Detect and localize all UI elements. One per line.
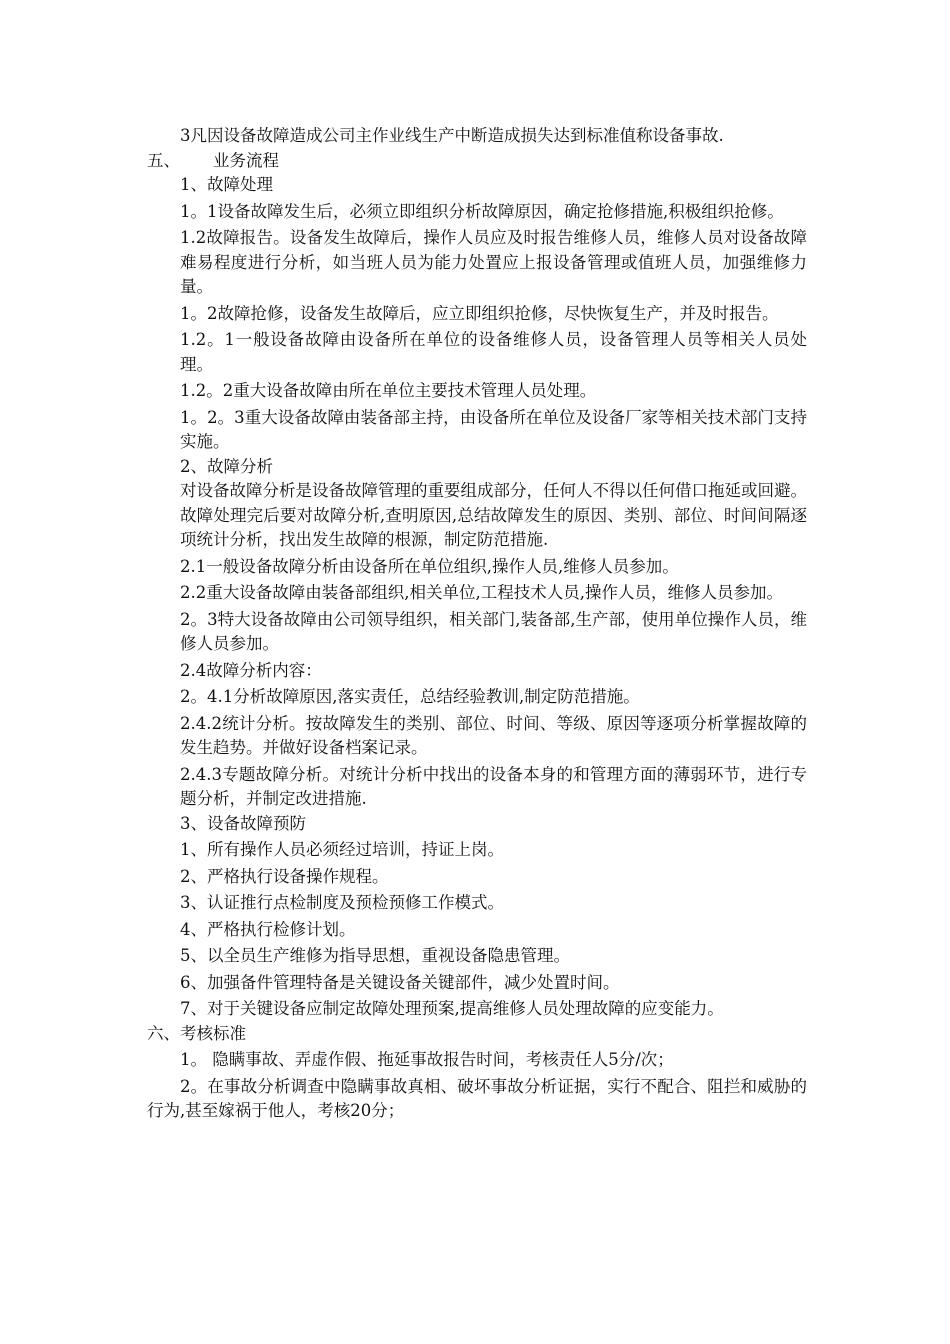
- paragraph-p6: 1。2故障抢修，设备发生故障后，应立即组织抢修，尽快恢复生产，并及时报告。: [180, 303, 779, 323]
- paragraph-p26: 7、对于关键设备应制定故障处理预案,提高维修人员处理故障的应变能力。: [180, 999, 724, 1018]
- paragraph-p25: 6、加强备件管理特备是关键设备关键部件，减少处置时间。: [180, 972, 620, 992]
- paragraph-p16: 2。4.1分析故障原因,落实责任，总结经验教训,制定防范措施。: [180, 687, 640, 706]
- paragraph-p24: 5、以全员生产维修为指导思想，重视设备隐患管理。: [180, 946, 570, 965]
- paragraph-p13: 2.2重大设备故障由装备部组织,相关单位,工程技术人员,操作人员，维修人员参加。: [180, 583, 783, 602]
- paragraph-p8: 1.2。2重大设备故障由所在单位主要技术管理人员处理。: [180, 381, 597, 400]
- document-body: [147, 124, 807, 1124]
- section-heading-six: 六、考核标准: [147, 1023, 246, 1043]
- section-number: 五、: [147, 150, 180, 170]
- paragraph-p11: 对设备故障分析是设备故障管理的重要组成部分，任何人不得以任何借口拖延或回避。故障处理完后要对故障分析,查明原因,总结故障发生的原因、类别、部位、时间间隔逐项统计分析，找出发生故障的根源，制定防范措施.: [180, 481, 807, 549]
- paragraph-p15: 2.4故障分析内容：: [180, 660, 322, 680]
- paragraph-p19: 3、设备故障预防: [180, 813, 306, 833]
- paragraph-p28: 1。 隐瞒事故、弄虚作假、拖延事故报告时间，考核责任人5分/次；: [180, 1050, 674, 1069]
- paragraph-p22: 3、认证推行点检制度及预检预修工作模式。: [180, 893, 504, 912]
- paragraph-p21: 2、严格执行设备操作规程。: [180, 866, 389, 886]
- paragraph-p12: 2.1一般设备故障分析由设备所在单位组织,操作人员,维修人员参加。: [180, 556, 679, 576]
- paragraph-p20: 1、所有操作人员必须经过培训，持证上岗。: [180, 840, 504, 859]
- paragraph-p9: 1。2。3重大设备故障由装备部主持，由设备所在单位及设备厂家等相关技术部门支持实施。: [180, 407, 807, 451]
- paragraph-p29: 2。在事故分析调查中隐瞒事故真相、破坏事故分析证据，实行不配合、阻拦和威胁的行为,甚至嫁祸于他人，考核20分；: [147, 1076, 807, 1120]
- paragraph-p4: 1。1设备故障发生后，必须立即组织分析故障原因，确定抢修措施,积极组织抢修。: [180, 201, 784, 221]
- paragraph-p14: 2。3特大设备故障由公司领导组织，相关部门,装备部,生产部，使用单位操作人员，维修人员参加。: [180, 609, 807, 653]
- paragraph-p7: 1.2。1一般设备故障由设备所在单位的设备维修人员，设备管理人员等相关人员处理。: [180, 330, 807, 374]
- paragraph-p18: 2.4.3专题故障分析。对统计分析中找出的设备本身的和管理方面的薄弱环节，进行专题分析，并制定改进措施.: [180, 764, 807, 808]
- paragraph-p23: 4、严格执行检修计划。: [180, 919, 356, 939]
- section-title: 业务流程: [213, 150, 279, 170]
- paragraph-p5: 1.2故障报告。设备发生故障后，操作人员应及时报告维修人员，维修人员对设备故障难易程度进行分析，如当班人员为能力处置应上报设备管理或值班人员，加强维修力量。: [180, 228, 807, 296]
- paragraph-p3: 1、故障处理: [180, 175, 273, 194]
- paragraph-p10: 2、故障分析: [180, 456, 273, 476]
- section-heading-five: [147, 149, 807, 174]
- paragraph-p17: 2.4.2统计分析。按故障发生的类别、部位、时间、等级、原因等逐项分析掌握故障的发生趋势。并做好设备档案记录。: [180, 713, 807, 757]
- paragraph-p1: 3凡因设备故障造成公司主作业线生产中断造成损失达到标准值称设备事故.: [180, 126, 724, 145]
